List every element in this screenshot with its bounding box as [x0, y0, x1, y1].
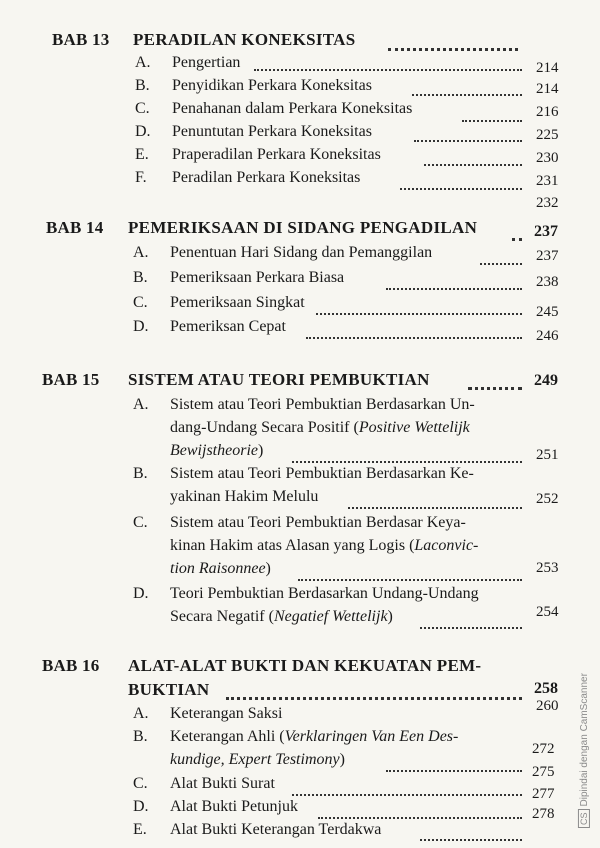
toc-entry-line: [0, 465, 600, 489]
entry-text: Alat Bukti Keterangan Terdakwa: [170, 821, 382, 838]
page-number: 253: [536, 560, 559, 576]
entry-text-italic: tion Raisonnee: [170, 560, 266, 577]
chapter-title: SISTEM ATAU TEORI PEMBUKTIAN: [128, 370, 430, 389]
leader-dots: [254, 67, 522, 71]
leader-dots: [400, 186, 522, 190]
toc-entry-line: [0, 537, 600, 561]
entry-text-part: ): [387, 608, 393, 625]
entry-text: Alat Bukti Petunjuk: [170, 798, 298, 815]
entry-text: Sistem atau Teori Pembuktian Berdasar Keya-: [170, 514, 466, 531]
toc-entry: [0, 698, 600, 729]
entry-text: Alat Bukti Surat: [170, 775, 275, 792]
toc-entry-line: [0, 488, 600, 512]
entry-text: Pengertian: [172, 54, 241, 71]
entry-text-part: Secara Negatif (: [170, 608, 274, 625]
entry-text-part: ): [339, 751, 345, 768]
entry-letter: C.: [133, 514, 148, 531]
toc-entry: [0, 123, 600, 147]
leader-dots: [462, 118, 522, 122]
entry-text: Peradilan Perkara Koneksitas: [172, 169, 361, 186]
entry-text: [170, 728, 458, 746]
entry-text-italic: Laconvic-: [414, 537, 479, 554]
toc-entry-continuation: [0, 193, 600, 217]
toc-entry-line: [0, 442, 600, 466]
entry-text-part: ): [265, 560, 271, 577]
entry-text-part: Keterangan Ahli (: [170, 728, 285, 745]
entry-letter: A.: [133, 396, 149, 413]
entry-text-italic: Verklaringen Van Een Des-: [284, 728, 459, 745]
entry-text: Sistem atau Teori Pembuktian Berdasarkan Ke-: [170, 465, 474, 482]
entry-text: Praperadilan Perkara Koneksitas: [172, 146, 381, 163]
toc-entry: [0, 146, 600, 170]
toc-entry-line: [0, 728, 600, 752]
entry-text: [170, 537, 478, 555]
leader-dots: [414, 138, 522, 142]
leader-dots: [420, 837, 522, 841]
entry-text: [170, 442, 263, 460]
entry-letter: B.: [133, 269, 148, 286]
page-number: 230: [536, 150, 559, 166]
page-number: 232: [536, 195, 559, 211]
entry-text: Pemeriksaan Perkara Biasa: [170, 269, 345, 286]
chapter-title: PEMERIKSAAN DI SIDANG PENGADILAN: [128, 218, 478, 237]
chapter-label: BAB 13: [52, 30, 110, 49]
entry-text: Penuntutan Perkara Koneksitas: [172, 123, 372, 140]
entry-letter: D.: [133, 585, 149, 602]
entry-text-part: kinan Hakim atas Alasan yang Logis (: [170, 537, 415, 554]
chapter-title: PERADILAN KONEKSITAS: [133, 30, 356, 49]
page-number: 216: [536, 104, 559, 120]
page-number: 260: [536, 698, 559, 714]
leader-dots: [386, 768, 522, 772]
entry-text: Pemeriksaan Singkat: [170, 294, 305, 311]
camscanner-watermark: [578, 673, 590, 828]
entry-text: Keterangan Saksi: [170, 705, 283, 722]
chapter-label: BAB 15: [42, 370, 100, 389]
toc-entry: [0, 786, 600, 822]
entry-letter: C.: [133, 294, 148, 311]
entry-letter: D.: [133, 798, 149, 815]
entry-text-part: ): [257, 442, 264, 459]
page-number: 238: [536, 274, 559, 290]
leader-dots: [424, 162, 522, 166]
leader-dots: [318, 815, 522, 819]
entry-text-italic: Negatief Wettelijk: [273, 608, 388, 625]
entry-text-part: dang-Undang Secara Positif (: [170, 419, 359, 436]
entry-letter: E.: [133, 821, 147, 838]
leader-dots: [386, 286, 522, 290]
chapter-13-heading: [0, 30, 600, 54]
chapter-14-heading: [0, 218, 600, 242]
entry-letter: C.: [135, 100, 150, 117]
entry-letter: A.: [133, 705, 149, 722]
entry-text: Teori Pembuktian Berdasarkan Undang-Undang: [170, 585, 479, 602]
page-number: 231: [536, 173, 559, 189]
toc-entry: [0, 764, 600, 799]
entry-letter: B.: [133, 728, 148, 745]
chapter-title: ALAT-ALAT BUKTI DAN KEKUATAN PEM-: [128, 656, 482, 675]
entry-text-italic: kundige, Expert Testimony: [170, 751, 340, 768]
leader-dots: [412, 92, 522, 96]
page-number: 275: [532, 764, 555, 780]
leader-dots: [512, 236, 522, 241]
page-number: 258: [534, 680, 558, 697]
toc-entry-line: [0, 741, 600, 775]
leader-dots: [316, 311, 522, 315]
page-number: 249: [534, 372, 558, 389]
entry-letter: C.: [133, 775, 148, 792]
entry-text: [170, 560, 271, 578]
toc-entry-line: [0, 604, 600, 632]
leader-dots: [388, 46, 518, 51]
chapter-label: BAB 16: [42, 656, 100, 675]
entry-letter: B.: [135, 77, 150, 94]
entry-text: Sistem atau Teori Pembuktian Berdasarkan Un-: [170, 396, 475, 413]
chapter-15-heading: [0, 370, 600, 394]
leader-dots: [292, 792, 522, 796]
page-number: 278: [532, 806, 555, 822]
entry-text: [170, 751, 345, 769]
page-number: 237: [534, 223, 558, 240]
camscanner-logo-icon: CS: [578, 809, 590, 828]
entry-letter: A.: [133, 244, 149, 261]
leader-dots: [306, 335, 522, 339]
entry-text: Penahanan dalam Perkara Koneksitas: [172, 100, 413, 117]
leader-dots: [226, 695, 522, 700]
entry-letter: D.: [135, 123, 151, 140]
entry-text: [170, 419, 470, 437]
entry-letter: D.: [133, 318, 149, 335]
toc-entry: [0, 100, 600, 124]
page-number: 214: [536, 81, 559, 97]
entry-letter: E.: [135, 146, 149, 163]
page-number: 245: [536, 304, 559, 320]
entry-text: [170, 608, 393, 626]
leader-dots: [480, 261, 522, 265]
page-number: 246: [536, 328, 559, 344]
leader-dots: [292, 459, 522, 463]
toc-entry-line: [0, 585, 600, 609]
page-number: 277: [532, 786, 555, 802]
toc-entry-line: [0, 514, 600, 538]
chapter-16-heading-cont: [0, 680, 600, 704]
entry-text: Penyidikan Perkara Koneksitas: [172, 77, 372, 94]
page-number: 225: [536, 127, 559, 143]
page-number: 272: [532, 741, 555, 757]
toc-entry-line: [0, 396, 600, 420]
entry-letter: B.: [133, 465, 148, 482]
toc-entry: [0, 169, 600, 193]
page-number: 237: [536, 248, 559, 264]
chapter-title: BUKTIAN: [128, 680, 210, 699]
entry-letter: F.: [135, 169, 147, 186]
leader-dots: [348, 505, 522, 509]
toc-entry-line: [0, 419, 600, 443]
entry-text: Penentuan Hari Sidang dan Pemanggilan: [170, 244, 433, 261]
toc-entry-line: [0, 560, 600, 584]
toc-entry: [0, 244, 600, 268]
watermark-text: Dipindai dengan CamScanner: [579, 673, 590, 807]
entry-text-italic: Bewijstheorie: [170, 442, 258, 459]
leader-dots: [420, 625, 522, 629]
chapter-label: BAB 14: [46, 218, 104, 237]
page-number: 251: [536, 447, 559, 463]
leader-dots: [298, 577, 522, 581]
toc-entry: [0, 318, 600, 342]
entry-text-italic: Positive Wettelijk: [358, 419, 470, 436]
toc-entry: [0, 54, 600, 78]
toc-entry: [0, 77, 600, 101]
chapter-16-heading: [0, 656, 600, 680]
page-number: 254: [536, 604, 559, 620]
entry-text: yakinan Hakim Melulu: [170, 488, 319, 505]
toc-entry: [0, 269, 600, 293]
page-number: 214: [536, 60, 559, 76]
leader-dots: [468, 385, 522, 390]
entry-text: Pemeriksan Cepat: [170, 318, 286, 335]
page-number: 252: [536, 491, 559, 507]
toc-entry: [0, 294, 600, 318]
entry-letter: A.: [135, 54, 151, 71]
